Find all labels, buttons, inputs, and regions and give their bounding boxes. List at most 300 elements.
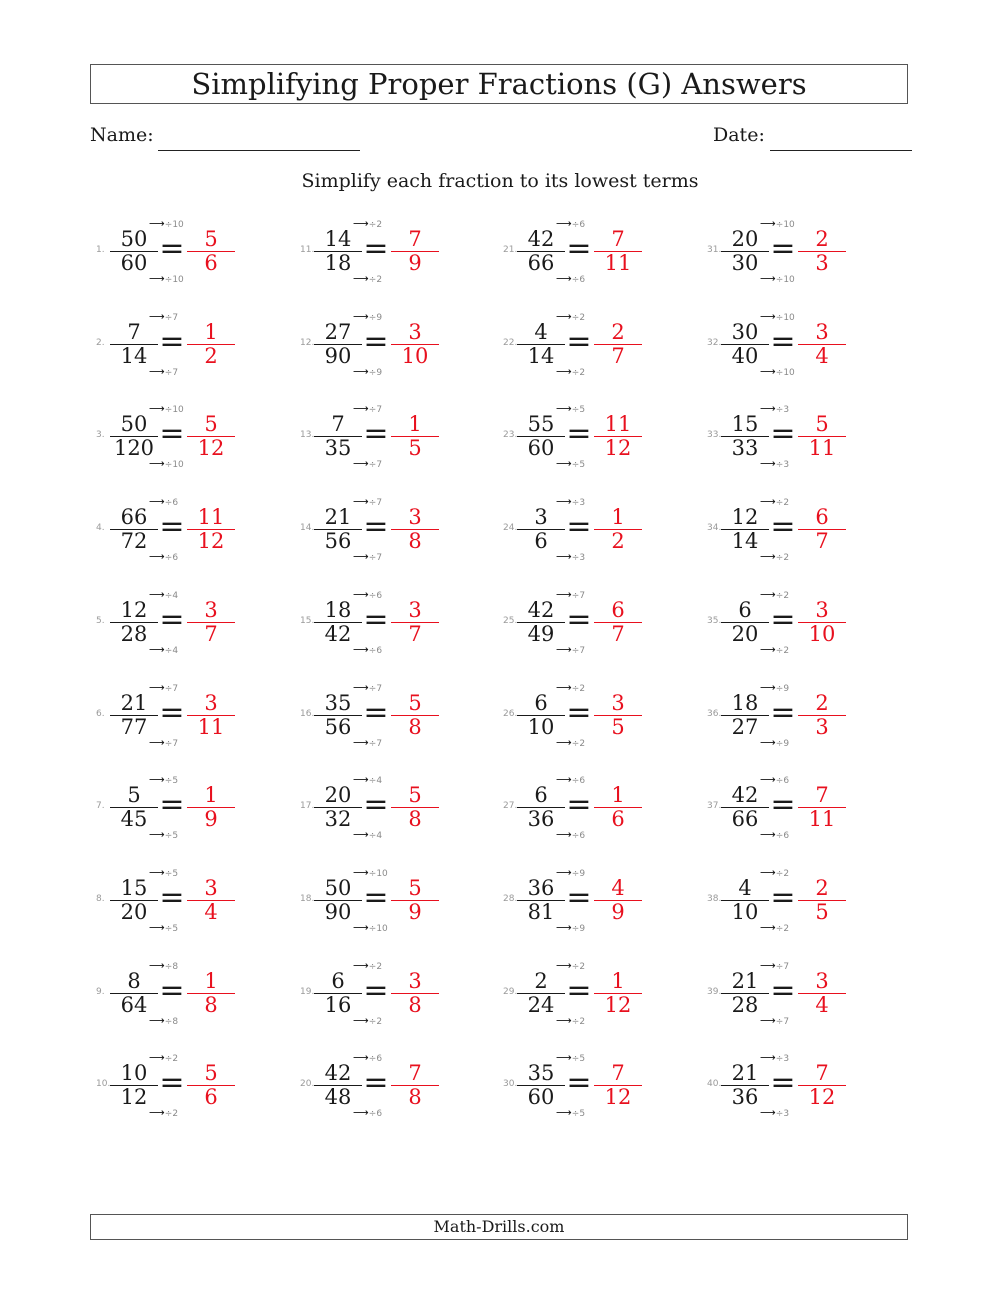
arrow-right-icon: ⟶ (353, 681, 369, 694)
original-denominator: 60 (517, 436, 565, 460)
original-denominator: 24 (517, 993, 565, 1017)
denominator-divisor (353, 830, 401, 841)
problem-number: 32. (707, 338, 722, 348)
problem-number: 4. (96, 523, 105, 533)
arrow-right-icon: ⟶ (556, 402, 572, 415)
arrow-right-icon: ⟶ (149, 588, 165, 601)
original-denominator: 36 (721, 1085, 769, 1109)
arrow-right-icon: ⟶ (556, 588, 572, 601)
denominator-divisor (149, 1016, 197, 1027)
answer-numerator: 3 (204, 876, 218, 900)
divisor-label: ÷6 (775, 831, 790, 841)
name-label: Name: (90, 124, 154, 146)
problem-number: 9. (96, 987, 105, 997)
problem-number: 20. (300, 1079, 315, 1089)
arrow-right-icon: ⟶ (760, 402, 776, 415)
answer-fraction (187, 506, 235, 553)
answer-fraction (798, 784, 846, 831)
answer-numerator: 7 (408, 1061, 422, 1085)
answer-denominator: 5 (391, 436, 439, 460)
arrow-right-icon: ⟶ (556, 921, 572, 934)
denominator-divisor (760, 645, 808, 656)
answer-numerator: 3 (204, 598, 218, 622)
divisor-label: ÷6 (164, 498, 179, 508)
equals-sign: = (159, 509, 185, 544)
denominator-divisor (760, 552, 808, 563)
original-fraction (517, 506, 565, 553)
answer-fraction (187, 1062, 235, 1109)
instructions: Simplify each fraction to its lowest terms (301, 170, 699, 192)
equals-sign: = (566, 880, 592, 915)
equals-sign: = (159, 880, 185, 915)
answer-denominator: 11 (594, 251, 642, 275)
answer-fraction (391, 228, 439, 275)
problem-item (503, 587, 703, 667)
divisor-label: ÷4 (368, 831, 383, 841)
answer-fraction (798, 228, 846, 275)
original-numerator: 14 (324, 227, 352, 251)
original-fraction (314, 970, 362, 1017)
name-date-row (90, 124, 912, 154)
original-denominator: 6 (517, 529, 565, 553)
denominator-divisor (760, 1016, 808, 1027)
denominator-divisor (149, 274, 197, 285)
original-numerator: 8 (127, 969, 141, 993)
original-numerator: 6 (331, 969, 345, 993)
divisor-label: ÷6 (571, 776, 586, 786)
answer-denominator: 11 (798, 807, 846, 831)
equals-sign: = (363, 416, 389, 451)
divisor-label: ÷9 (571, 869, 586, 879)
arrow-right-icon: ⟶ (760, 550, 776, 563)
original-numerator: 21 (731, 969, 759, 993)
equals-sign: = (770, 787, 796, 822)
divisor-label: ÷3 (775, 1054, 790, 1064)
arrow-right-icon: ⟶ (353, 495, 369, 508)
arrow-right-icon: ⟶ (149, 866, 165, 879)
answer-denominator: 8 (187, 993, 235, 1017)
divisor-label: ÷2 (775, 646, 790, 656)
divisor-label: ÷6 (368, 1109, 383, 1119)
equals-sign: = (566, 787, 592, 822)
original-denominator: 40 (721, 344, 769, 368)
footer: Math-Drills.com (90, 1214, 908, 1240)
arrow-right-icon: ⟶ (760, 866, 776, 879)
divisor-label: ÷2 (775, 553, 790, 563)
divisor-label: ÷5 (571, 405, 586, 415)
answer-denominator: 6 (187, 1085, 235, 1109)
divisor-label: ÷7 (775, 962, 790, 972)
divisor-label: ÷6 (368, 1054, 383, 1064)
date-field[interactable] (770, 150, 912, 151)
divisor-label: ÷7 (368, 553, 383, 563)
original-numerator: 4 (534, 320, 548, 344)
answer-numerator: 1 (204, 783, 218, 807)
arrow-right-icon: ⟶ (760, 272, 776, 285)
answer-denominator: 5 (798, 900, 846, 924)
answer-numerator: 1 (611, 783, 625, 807)
divisor-label: ÷6 (775, 776, 790, 786)
original-numerator: 12 (120, 598, 148, 622)
arrow-right-icon: ⟶ (556, 681, 572, 694)
original-numerator: 20 (324, 783, 352, 807)
answer-fraction (391, 413, 439, 460)
answer-numerator: 3 (408, 969, 422, 993)
equals-sign: = (770, 324, 796, 359)
problem-number: 3. (96, 430, 105, 440)
problem-number: 39. (707, 987, 722, 997)
arrow-right-icon: ⟶ (556, 1106, 572, 1119)
divisor-label: ÷2 (571, 962, 586, 972)
arrow-right-icon: ⟶ (556, 1051, 572, 1064)
original-numerator: 21 (731, 1061, 759, 1085)
problem-item (300, 309, 500, 389)
problem-item (96, 772, 296, 852)
answer-fraction (187, 228, 235, 275)
problem-number: 28. (503, 894, 518, 904)
original-denominator: 60 (110, 251, 158, 275)
equals-sign: = (770, 416, 796, 451)
divisor-label: ÷7 (368, 460, 383, 470)
arrow-right-icon: ⟶ (353, 365, 369, 378)
arrow-right-icon: ⟶ (149, 736, 165, 749)
arrow-right-icon: ⟶ (760, 681, 776, 694)
problem-number: 29. (503, 987, 518, 997)
answer-denominator: 3 (798, 251, 846, 275)
problem-number: 8. (96, 894, 105, 904)
arrow-right-icon: ⟶ (353, 457, 369, 470)
answer-denominator: 10 (391, 344, 439, 368)
equals-sign: = (363, 509, 389, 544)
divisor-label: ÷5 (164, 831, 179, 841)
arrow-right-icon: ⟶ (760, 457, 776, 470)
original-fraction (110, 599, 158, 646)
answer-numerator: 3 (408, 598, 422, 622)
equals-sign: = (770, 973, 796, 1008)
problem-item (96, 216, 296, 296)
name-field[interactable] (158, 150, 360, 151)
divisor-label: ÷10 (164, 460, 184, 470)
original-numerator: 35 (324, 691, 352, 715)
arrow-right-icon: ⟶ (760, 588, 776, 601)
original-fraction (721, 692, 769, 739)
divisor-label: ÷2 (571, 313, 586, 323)
original-fraction (110, 692, 158, 739)
divisor-label: ÷4 (368, 776, 383, 786)
equals-sign: = (770, 509, 796, 544)
date-label: Date: (713, 124, 765, 146)
answer-fraction (798, 321, 846, 368)
divisor-label: ÷9 (775, 739, 790, 749)
answer-denominator: 6 (187, 251, 235, 275)
arrow-right-icon: ⟶ (760, 1014, 776, 1027)
problem-item (300, 216, 500, 296)
original-fraction (314, 599, 362, 646)
divisor-label: ÷7 (368, 684, 383, 694)
answer-numerator: 1 (204, 969, 218, 993)
answer-fraction (594, 692, 642, 739)
answer-fraction (594, 599, 642, 646)
equals-sign: = (363, 973, 389, 1008)
divisor-label: ÷9 (368, 313, 383, 323)
denominator-divisor (760, 923, 808, 934)
answer-numerator: 7 (611, 227, 625, 251)
arrow-right-icon: ⟶ (353, 773, 369, 786)
problem-number: 11. (300, 245, 315, 255)
problem-item (300, 494, 500, 574)
denominator-divisor (556, 274, 604, 285)
answer-denominator: 2 (594, 529, 642, 553)
equals-sign: = (363, 324, 389, 359)
original-numerator: 18 (731, 691, 759, 715)
arrow-right-icon: ⟶ (760, 1051, 776, 1064)
problem-number: 1. (96, 245, 105, 255)
problem-item (300, 587, 500, 667)
divisor-label: ÷6 (571, 220, 586, 230)
divisor-label: ÷4 (164, 646, 179, 656)
answer-numerator: 4 (611, 876, 625, 900)
divisor-label: ÷2 (571, 368, 586, 378)
answer-numerator: 5 (204, 1061, 218, 1085)
denominator-divisor (760, 274, 808, 285)
equals-sign: = (770, 695, 796, 730)
arrow-right-icon: ⟶ (149, 959, 165, 972)
problem-item (300, 1050, 500, 1130)
original-denominator: 42 (314, 622, 362, 646)
original-numerator: 50 (120, 412, 148, 436)
problem-number: 37. (707, 801, 722, 811)
answer-numerator: 3 (815, 320, 829, 344)
answer-denominator: 8 (391, 529, 439, 553)
denominator-divisor (760, 1108, 808, 1119)
problem-number: 13. (300, 430, 315, 440)
divisor-label: ÷10 (164, 405, 184, 415)
answer-fraction (798, 413, 846, 460)
answer-fraction (187, 784, 235, 831)
original-denominator: 28 (110, 622, 158, 646)
answer-numerator: 3 (815, 969, 829, 993)
equals-sign: = (566, 416, 592, 451)
answer-numerator: 5 (204, 227, 218, 251)
problem-number: 23. (503, 430, 518, 440)
arrow-right-icon: ⟶ (353, 959, 369, 972)
answer-numerator: 2 (815, 691, 829, 715)
arrow-right-icon: ⟶ (353, 866, 369, 879)
arrow-right-icon: ⟶ (149, 402, 165, 415)
arrow-right-icon: ⟶ (353, 1106, 369, 1119)
divisor-label: ÷7 (775, 1017, 790, 1027)
divisor-label: ÷2 (368, 275, 383, 285)
arrow-right-icon: ⟶ (149, 1014, 165, 1027)
arrow-right-icon: ⟶ (760, 310, 776, 323)
arrow-right-icon: ⟶ (149, 1051, 165, 1064)
original-fraction (517, 1062, 565, 1109)
arrow-right-icon: ⟶ (353, 272, 369, 285)
original-fraction (314, 784, 362, 831)
problem-item (300, 772, 500, 852)
divisor-label: ÷9 (571, 924, 586, 934)
original-fraction (721, 506, 769, 553)
answer-fraction (391, 877, 439, 924)
problem-item (96, 958, 296, 1038)
answer-denominator: 4 (798, 344, 846, 368)
arrow-right-icon: ⟶ (353, 588, 369, 601)
problem-number: 35. (707, 616, 722, 626)
answer-fraction (798, 1062, 846, 1109)
divisor-label: ÷6 (368, 646, 383, 656)
original-numerator: 66 (120, 505, 148, 529)
divisor-label: ÷10 (775, 220, 795, 230)
problem-number: 33. (707, 430, 722, 440)
original-fraction (110, 413, 158, 460)
answer-fraction (187, 321, 235, 368)
arrow-right-icon: ⟶ (760, 495, 776, 508)
arrow-right-icon: ⟶ (149, 828, 165, 841)
problem-number: 26. (503, 709, 518, 719)
original-denominator: 56 (314, 529, 362, 553)
problem-number: 10. (96, 1079, 111, 1089)
original-numerator: 6 (534, 783, 548, 807)
equals-sign: = (159, 324, 185, 359)
denominator-divisor (353, 459, 401, 470)
problem-item (707, 772, 907, 852)
answer-fraction (594, 506, 642, 553)
original-fraction (517, 321, 565, 368)
denominator-divisor (353, 367, 401, 378)
equals-sign: = (159, 787, 185, 822)
answer-fraction (798, 692, 846, 739)
equals-sign: = (770, 1065, 796, 1100)
equals-sign: = (363, 231, 389, 266)
arrow-right-icon: ⟶ (353, 217, 369, 230)
arrow-right-icon: ⟶ (353, 550, 369, 563)
answer-numerator: 3 (408, 320, 422, 344)
answer-denominator: 8 (391, 715, 439, 739)
original-denominator: 14 (517, 344, 565, 368)
arrow-right-icon: ⟶ (556, 550, 572, 563)
original-fraction (517, 228, 565, 275)
answer-denominator: 11 (187, 715, 235, 739)
answer-fraction (594, 321, 642, 368)
answer-denominator: 4 (798, 993, 846, 1017)
original-fraction (110, 228, 158, 275)
divisor-label: ÷3 (775, 405, 790, 415)
answer-fraction (594, 228, 642, 275)
equals-sign: = (363, 1065, 389, 1100)
arrow-right-icon: ⟶ (353, 1051, 369, 1064)
original-denominator: 30 (721, 251, 769, 275)
divisor-label: ÷10 (368, 869, 388, 879)
answer-numerator: 1 (611, 969, 625, 993)
original-denominator: 45 (110, 807, 158, 831)
arrow-right-icon: ⟶ (149, 365, 165, 378)
answer-denominator: 12 (798, 1085, 846, 1109)
problem-item (300, 680, 500, 760)
original-fraction (517, 599, 565, 646)
original-fraction (517, 784, 565, 831)
original-fraction (110, 877, 158, 924)
original-numerator: 42 (527, 598, 555, 622)
divisor-label: ÷10 (164, 275, 184, 285)
problem-item (96, 401, 296, 481)
answer-numerator: 7 (815, 783, 829, 807)
original-fraction (314, 506, 362, 553)
answer-fraction (391, 1062, 439, 1109)
original-numerator: 50 (324, 876, 352, 900)
answer-fraction (187, 970, 235, 1017)
problem-item (300, 401, 500, 481)
answer-fraction (391, 599, 439, 646)
answer-numerator: 1 (204, 320, 218, 344)
equals-sign: = (770, 880, 796, 915)
answer-numerator: 7 (611, 1061, 625, 1085)
arrow-right-icon: ⟶ (149, 643, 165, 656)
original-numerator: 21 (324, 505, 352, 529)
original-denominator: 64 (110, 993, 158, 1017)
original-denominator: 18 (314, 251, 362, 275)
divisor-label: ÷3 (775, 460, 790, 470)
original-numerator: 7 (127, 320, 141, 344)
answer-denominator: 12 (187, 436, 235, 460)
problem-number: 27. (503, 801, 518, 811)
original-denominator: 20 (110, 900, 158, 924)
problem-item (503, 494, 703, 574)
answer-denominator: 3 (798, 715, 846, 739)
problem-number: 24. (503, 523, 518, 533)
answer-fraction (594, 877, 642, 924)
answer-fraction (798, 599, 846, 646)
arrow-right-icon: ⟶ (556, 310, 572, 323)
original-fraction (110, 784, 158, 831)
arrow-right-icon: ⟶ (149, 681, 165, 694)
answer-denominator: 8 (391, 993, 439, 1017)
original-fraction (110, 970, 158, 1017)
divisor-label: ÷3 (775, 1109, 790, 1119)
original-denominator: 14 (110, 344, 158, 368)
equals-sign: = (159, 602, 185, 637)
answer-fraction (594, 1062, 642, 1109)
divisor-label: ÷2 (775, 924, 790, 934)
arrow-right-icon: ⟶ (556, 457, 572, 470)
answer-fraction (187, 877, 235, 924)
divisor-label: ÷2 (164, 1054, 179, 1064)
denominator-divisor (353, 738, 401, 749)
arrow-right-icon: ⟶ (556, 643, 572, 656)
answer-denominator: 6 (594, 807, 642, 831)
problem-number: 7. (96, 801, 105, 811)
answer-fraction (594, 784, 642, 831)
answer-fraction (391, 970, 439, 1017)
denominator-divisor (149, 367, 197, 378)
original-denominator: 56 (314, 715, 362, 739)
answer-numerator: 5 (408, 691, 422, 715)
answer-denominator: 11 (798, 436, 846, 460)
answer-numerator: 5 (408, 783, 422, 807)
problem-item (503, 1050, 703, 1130)
arrow-right-icon: ⟶ (149, 457, 165, 470)
original-numerator: 5 (127, 783, 141, 807)
original-numerator: 20 (731, 227, 759, 251)
divisor-label: ÷10 (775, 368, 795, 378)
original-fraction (314, 877, 362, 924)
problem-item (300, 958, 500, 1038)
divisor-label: ÷7 (571, 591, 586, 601)
problem-item (707, 401, 907, 481)
arrow-right-icon: ⟶ (353, 828, 369, 841)
arrow-right-icon: ⟶ (149, 773, 165, 786)
original-denominator: 66 (721, 807, 769, 831)
original-fraction (517, 970, 565, 1017)
